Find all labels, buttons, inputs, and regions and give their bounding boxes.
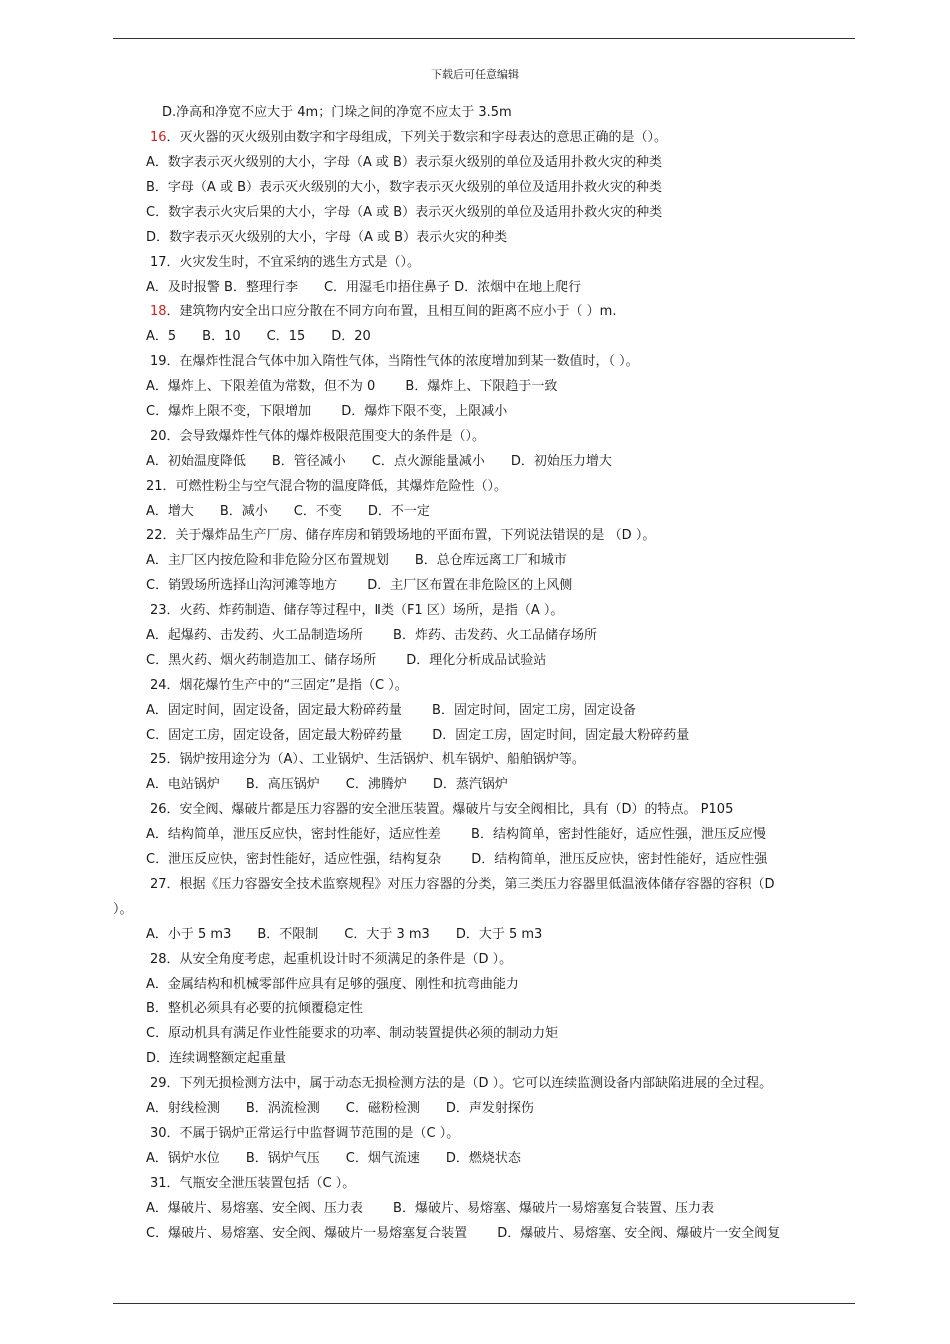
question-20: 20．会导致爆炸性气体的爆炸极限范围变大的条件是（）。 — [150, 429, 486, 444]
header-rule — [113, 38, 855, 39]
question-27: 27．根据《压力容器安全技术监察规程》对压力容器的分类，第三类压力容器里低温液体储存容器的容积（D — [150, 877, 775, 892]
question-25: 25．锅炉按用途分为（A）、工业锅炉、生活锅炉、机车锅炉、船舶锅炉等。 — [150, 752, 585, 767]
page-header: 下载后可任意编辑 — [431, 68, 519, 81]
question-22: 22．关于爆炸品生产厂房、储存库房和销毁场地的平面布置，下列说法错误的是 （D ）。 — [146, 528, 656, 543]
option-line: A．初始温度降低 B．管径减小 C．点火源能量减小 D．初始压力增大 — [146, 454, 612, 469]
option-line: A．数字表示灭火级别的大小，字母（A 或 B）表示泵火级别的单位及适用扑救火灾的种类 — [146, 155, 662, 170]
option-line: B．字母（A 或 B）表示灭火级别的大小，数字表示灭火级别的单位及适用扑救火灾的种类 — [146, 180, 662, 195]
question-18 — [150, 302, 616, 322]
question-23: 23．火药、炸药制造、储存等过程中，Ⅱ类（F1 区）场所，是指（A ）。 — [150, 603, 564, 618]
option-line: A．电站锅炉 B．高压锅炉 C．沸腾炉 D．蒸汽锅炉 — [146, 777, 508, 792]
option-line: C．黑火药、烟火药制造加工、储存场所 D．理化分析成品试验站 — [146, 653, 547, 668]
option-line: A．起爆药、击发药、火工品制造场所 B．炸药、击发药、火工品储存场所 — [146, 628, 597, 643]
question-text: ．建筑物内安全出口应分散在不同方向布置，且相互间的距离不应小于（ ）m. — [166, 304, 617, 319]
question-24: 24．烟花爆竹生产中的“三固定”是指（C ）。 — [150, 678, 408, 693]
option-line: A．爆炸上、下限差值为常数，但不为 0 B．爆炸上、下限趋于一致 — [146, 379, 558, 394]
option-line: A．射线检测 B．涡流检测 C．磁粉检测 D．声发射探伤 — [146, 1101, 534, 1116]
question-19: 19．在爆炸性混合气体中加入隋性气体，当隋性气体的浓度增加到某一数值时，（ ）。 — [150, 354, 639, 369]
option-line: A．锅炉水位 B．锅炉气压 C．烟气流速 D．燃烧状态 — [146, 1151, 521, 1166]
option-line: A．增大 B．减小 C．不变 D．不一定 — [146, 504, 430, 519]
question-26: 26．安全阀、爆破片都是压力容器的安全泄压装置。爆破片与安全阀相比，具有（D）的特点。 P105 — [150, 802, 734, 817]
option-line: C．销毁场所选择山沟河滩等地方 D．主厂区布置在非危险区的上风侧 — [146, 578, 573, 593]
option-line: B．整机必须具有必要的抗倾覆稳定性 — [146, 1001, 363, 1016]
option-line: A．金属结构和机械零部件应具有足够的强度、刚性和抗弯曲能力 — [146, 977, 519, 992]
question-number: 18 — [150, 304, 167, 319]
text-line: ）。 — [113, 902, 133, 917]
question-28: 28．从安全角度考虑，起重机设计时不须满足的条件是（D ）。 — [150, 952, 513, 967]
option-line: A．固定时间，固定设备，固定最大粉碎药量 B．固定时间，固定工房，固定设备 — [146, 703, 636, 718]
option-line: C．泄压反应快，密封性能好，适应性强，结构复杂 D．结构简单，泄压反应快，密封性能好，适应性强 — [146, 852, 768, 867]
option-line: D．连续调整额定起重量 — [146, 1051, 287, 1066]
question-16 — [150, 128, 667, 148]
text-line: D.净高和净宽不应大于 4m；门垛之间的净宽不应太于 3.5m — [162, 105, 512, 120]
footer-rule — [113, 1303, 855, 1304]
option-line: C．爆破片、易熔塞、安全阀、爆破片一易熔塞复合装置 D．爆破片、易熔塞、安全阀、爆破片一安全阀复 — [146, 1226, 781, 1241]
option-line: A．主厂区内按危险和非危险分区布置规划 B．总仓库远离工厂和城市 — [146, 553, 567, 568]
option-line: C．数字表示火灾后果的大小，字母（A 或 B）表示灭火级别的单位及适用扑救火灾的种类 — [146, 205, 663, 220]
question-21: 21．可燃性粉尘与空气混合物的温度降低，其爆炸危险性（）。 — [146, 479, 508, 494]
option-line: C．原动机具有满足作业性能要求的功率、制动装置提供必须的制动力矩 — [146, 1026, 559, 1041]
option-line: D．数字表示灭火级别的大小，字母（A 或 B）表示火灾的种类 — [146, 230, 508, 245]
question-17: 17．火灾发生时，不宜采纳的逃生方式是（）。 — [150, 255, 421, 270]
option-line: C．爆炸上限不变，下限增加 D．爆炸下限不变，上限减小 — [146, 404, 508, 419]
option-line: C．固定工房，固定设备，固定最大粉碎药量 D．固定工房，固定时间，固定最大粉碎药量 — [146, 728, 690, 743]
question-text: ．灭火器的灭火级别由数字和字母组成，下列关于数宗和字母表达的意思正确的是（）。 — [166, 130, 668, 145]
option-line: A．5 B．10 C．15 D．20 — [146, 329, 371, 344]
option-line: A．及时报警 B．整理行李 C．用湿毛巾捂住鼻子 D．浓烟中在地上爬行 — [146, 280, 582, 295]
question-31: 31．气瓶安全泄压装置包括（C ）。 — [150, 1176, 356, 1191]
option-line: A．小于 5 m3 B．不限制 C．大于 3 m3 D．大于 5 m3 — [146, 927, 543, 942]
option-line: A．爆破片、易熔塞、安全阀、压力表 B．爆破片、易熔塞、爆破片一易熔塞复合装置、压力表 — [146, 1201, 714, 1216]
option-line: A．结构简单，泄压反应快，密封性能好，适应性差 B．结构简单，密封性能好，适应性强，泄压反应慢 — [146, 827, 766, 842]
question-30: 30．不属于锅炉正常运行中监督调节范围的是（C ）。 — [150, 1126, 460, 1141]
question-29: 29．下列无损检测方法中，属于动态无损检测方法的是（D ）。它可以连续监测设备内部缺陷进展的全过程。 — [150, 1076, 773, 1091]
question-number: 16 — [150, 130, 167, 145]
